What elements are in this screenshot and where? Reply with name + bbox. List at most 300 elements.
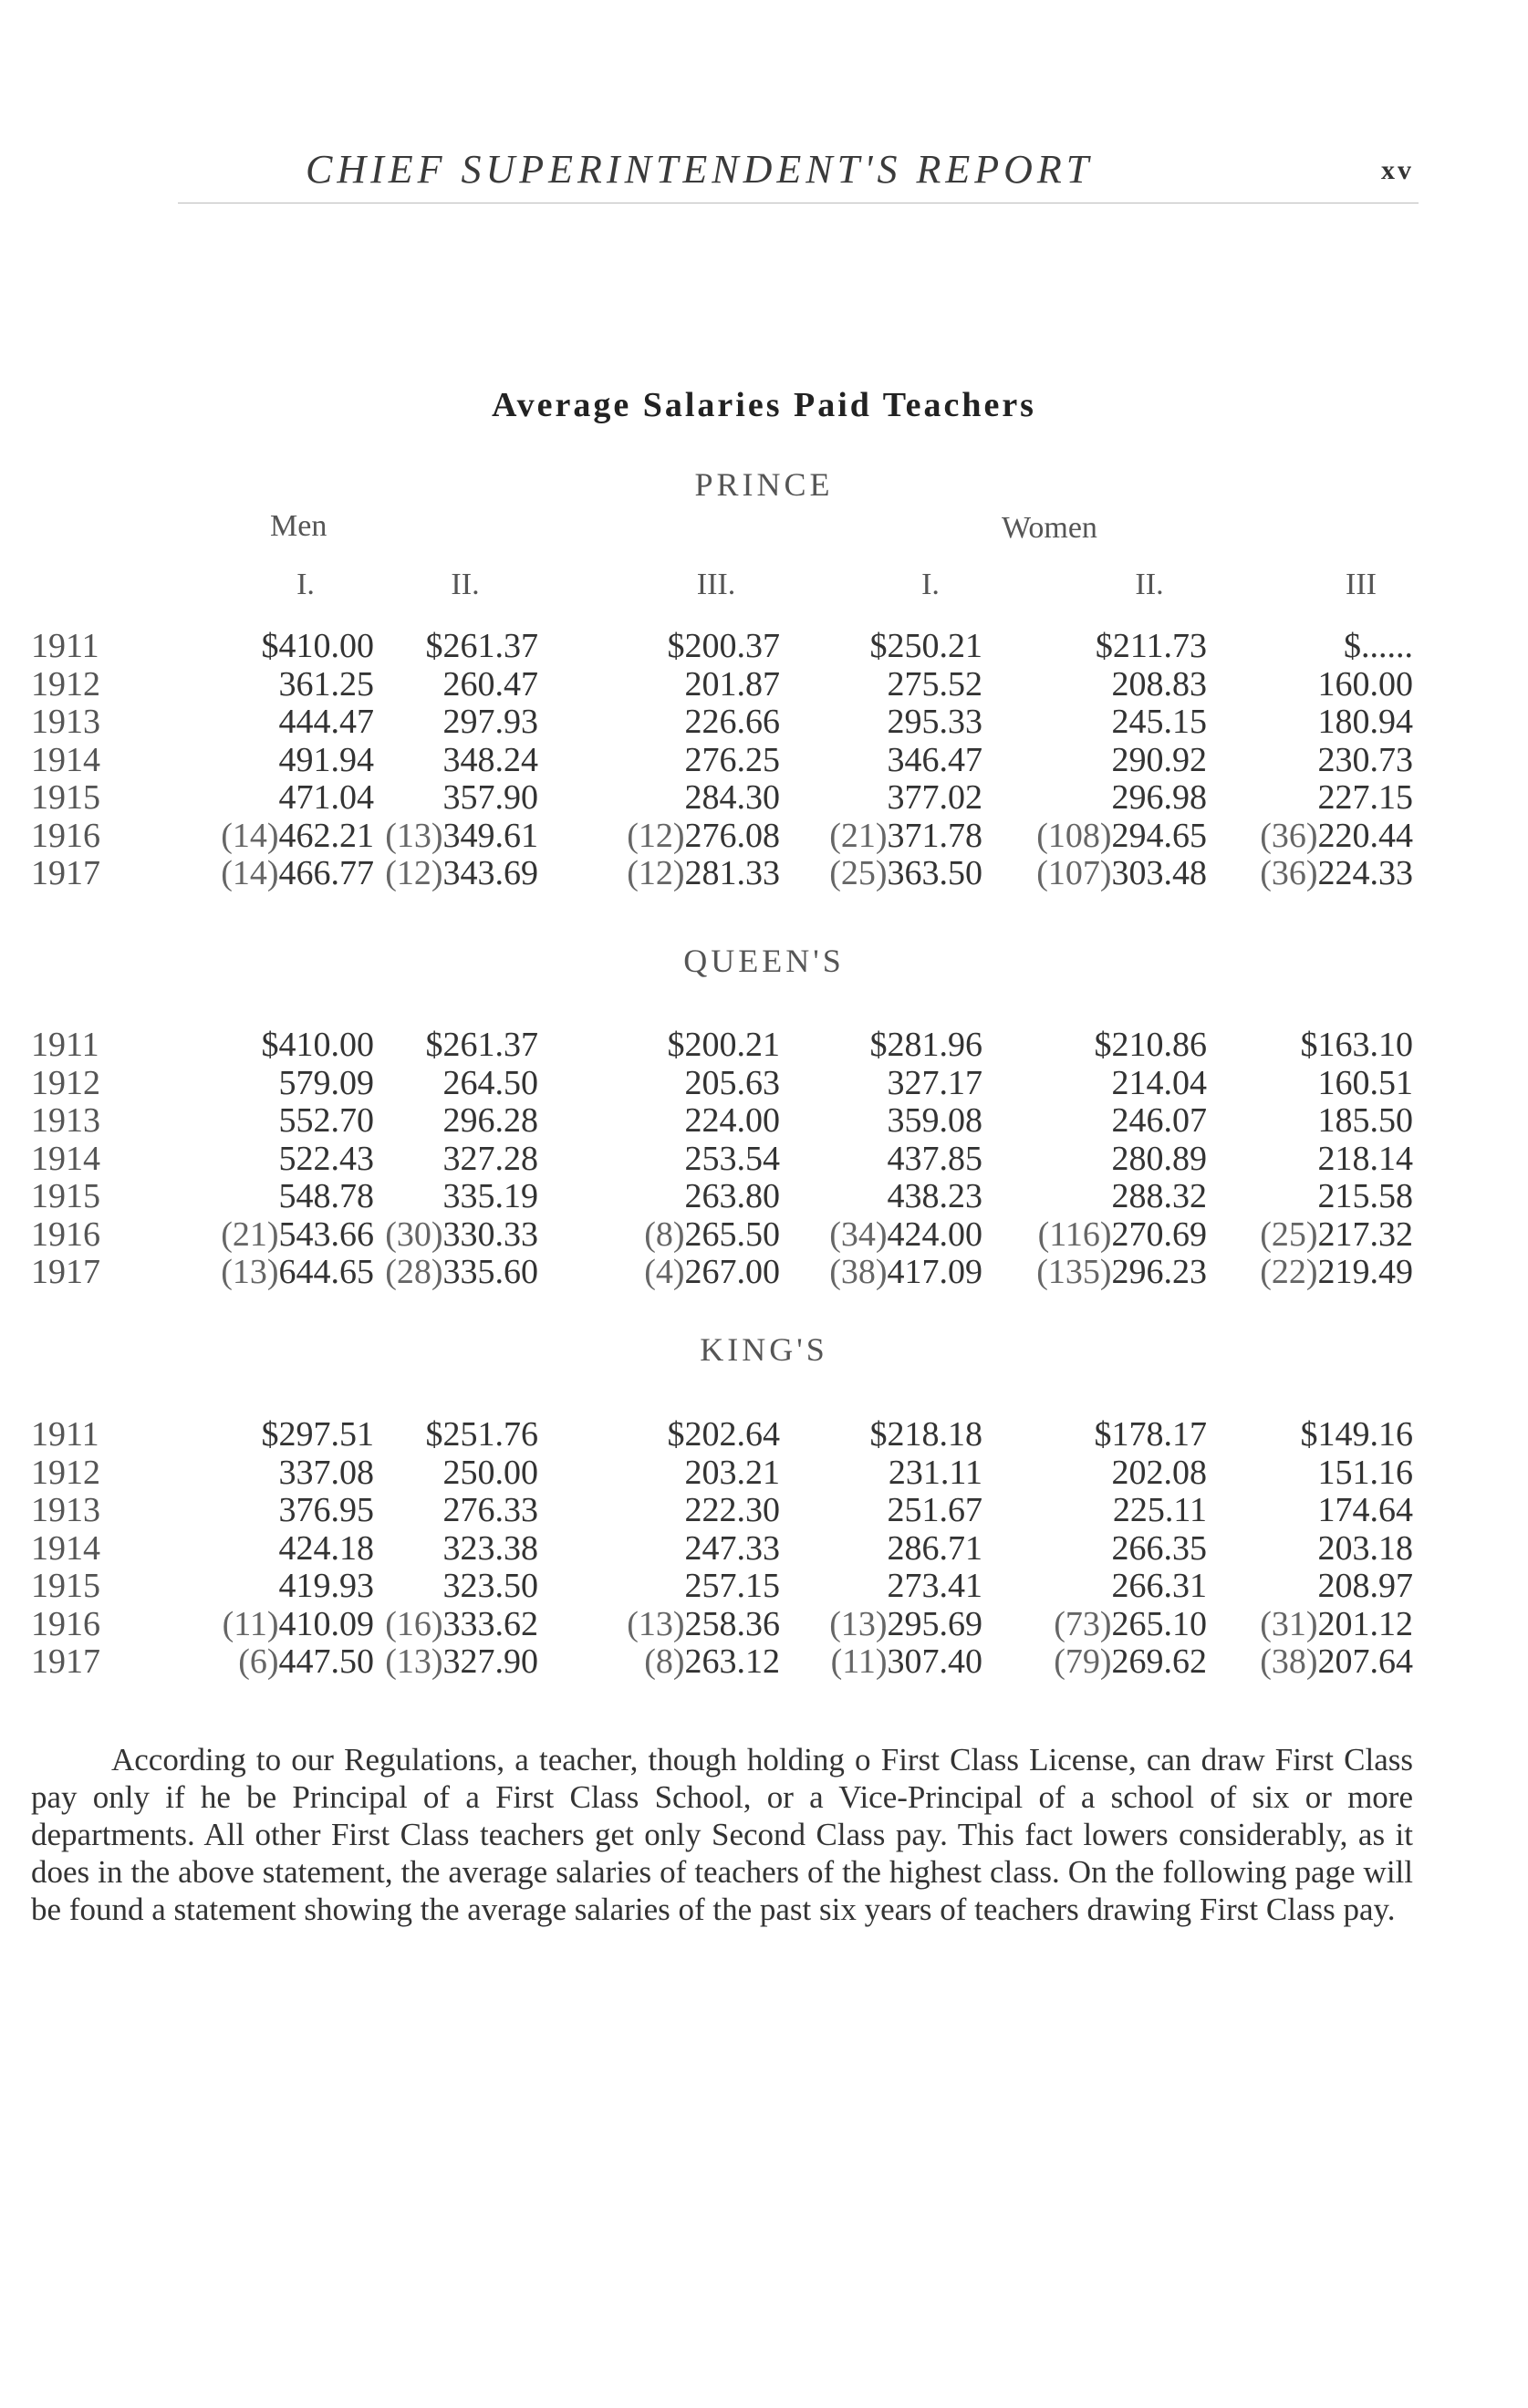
group-label-men: Men — [270, 509, 327, 543]
year-cell: 1917 — [31, 1253, 100, 1291]
salary-value: $261.37 — [425, 627, 538, 665]
salary-value: 208.97 — [1317, 1567, 1413, 1605]
year-cell: 1913 — [31, 1101, 100, 1140]
salary-cell — [262, 1025, 375, 1065]
salary-cell — [1112, 1176, 1208, 1216]
salary-cell — [443, 1176, 539, 1216]
column-header-men-1: I. — [296, 568, 315, 601]
teacher-count: (12) — [627, 854, 685, 892]
salary-value: 333.62 — [442, 1604, 538, 1643]
table-row — [0, 664, 1528, 703]
salary-cell — [1112, 1453, 1208, 1493]
year-cell: 1912 — [31, 1453, 100, 1492]
salary-value: 335.19 — [442, 1177, 538, 1215]
salary-cell — [443, 702, 539, 742]
salary-cell — [685, 1490, 781, 1530]
salary-value: 267.00 — [684, 1253, 780, 1291]
table-row — [0, 1176, 1528, 1214]
salary-cell — [443, 777, 539, 818]
salary-cell — [1112, 1139, 1208, 1179]
table-row — [0, 777, 1528, 816]
salary-cell — [1054, 1642, 1207, 1682]
year-cell: 1911 — [31, 1415, 99, 1454]
salary-cell — [1113, 1490, 1207, 1530]
salary-value: 214.04 — [1111, 1063, 1207, 1102]
salary-cell — [1318, 1063, 1414, 1103]
salary-value: 219.49 — [1317, 1253, 1413, 1291]
salary-cell — [888, 1063, 983, 1103]
salary-value: 471.04 — [278, 778, 374, 817]
salary-cell — [888, 1139, 983, 1179]
year-cell: 1915 — [31, 1567, 100, 1605]
salary-value: 160.00 — [1317, 664, 1413, 704]
salary-value: 552.70 — [278, 1101, 374, 1140]
salary-value: $211.73 — [1095, 627, 1207, 665]
salary-cell — [627, 853, 780, 893]
salary-value: 224.33 — [1317, 854, 1413, 892]
salary-cell — [889, 1453, 982, 1493]
salary-value: 246.07 — [1111, 1101, 1207, 1140]
salary-value: 348.24 — [442, 740, 538, 779]
salary-value: 417.09 — [887, 1253, 982, 1291]
salary-cell — [385, 1642, 538, 1682]
salary-value: $202.64 — [667, 1415, 780, 1454]
salary-value: 264.50 — [442, 1063, 538, 1102]
salary-cell — [888, 1490, 983, 1530]
salary-cell — [279, 1453, 375, 1493]
teacher-count: (14) — [221, 816, 279, 855]
salary-value: 260.47 — [442, 664, 538, 704]
salary-cell — [262, 1414, 375, 1454]
salary-value: $251.76 — [425, 1415, 538, 1454]
salary-cell — [627, 1604, 780, 1644]
salary-cell — [443, 740, 539, 780]
table-row — [0, 1490, 1528, 1528]
salary-cell — [685, 1139, 781, 1179]
salary-value: 201.87 — [684, 664, 780, 704]
salary-cell — [644, 1214, 780, 1255]
salary-cell — [279, 702, 375, 742]
salary-cell — [888, 1528, 983, 1569]
salary-cell — [221, 853, 374, 893]
table-row — [0, 1252, 1528, 1290]
salary-cell — [426, 626, 539, 666]
table-row — [0, 1025, 1528, 1063]
salary-value: 276.08 — [684, 816, 780, 855]
salary-cell — [888, 777, 983, 818]
salary-cell — [888, 1176, 983, 1216]
salary-cell — [685, 1063, 781, 1103]
salary-cell — [279, 740, 375, 780]
salary-cell — [1260, 1214, 1413, 1255]
salary-value: 224.00 — [684, 1101, 780, 1140]
salary-value: 447.50 — [278, 1642, 374, 1681]
salary-value: 275.52 — [887, 664, 982, 704]
salary-value: 343.69 — [442, 854, 538, 892]
salary-cell — [1318, 1139, 1414, 1179]
teacher-count: (38) — [829, 1253, 888, 1291]
salary-value: 579.09 — [278, 1063, 374, 1102]
salary-cell — [829, 853, 982, 893]
table-row — [0, 1642, 1528, 1680]
salary-value: 226.66 — [684, 703, 780, 741]
salary-value: 266.31 — [1111, 1567, 1207, 1605]
salary-cell — [1112, 1100, 1208, 1141]
teacher-count: (116) — [1037, 1214, 1112, 1254]
salary-value: 217.32 — [1317, 1214, 1413, 1254]
salary-cell — [1318, 740, 1414, 780]
salary-value: 548.78 — [278, 1177, 374, 1215]
salary-cell — [1054, 1604, 1207, 1644]
salary-cell — [223, 1604, 374, 1644]
salary-cell — [443, 1139, 539, 1179]
salary-cell — [238, 1642, 374, 1682]
teacher-count: (79) — [1054, 1642, 1112, 1681]
teacher-count: (21) — [221, 1214, 279, 1254]
salary-value: 225.11 — [1112, 1491, 1207, 1529]
teacher-count: (16) — [385, 1604, 443, 1643]
salary-value: 265.50 — [684, 1214, 780, 1254]
salary-cell — [279, 1490, 375, 1530]
teacher-count: (31) — [1260, 1604, 1318, 1643]
year-cell: 1913 — [31, 1491, 100, 1529]
table-row — [0, 1566, 1528, 1604]
column-header-women-1: I. — [921, 568, 940, 601]
running-title: CHIEF SUPERINTENDENT'S REPORT — [306, 147, 1094, 192]
teacher-count: (11) — [830, 1642, 888, 1681]
salary-value: 266.35 — [1111, 1528, 1207, 1568]
salary-value: 202.08 — [1111, 1453, 1207, 1492]
salary-cell — [668, 1025, 781, 1065]
salary-cell — [888, 702, 983, 742]
teacher-count: (25) — [829, 854, 888, 892]
salary-value: 174.64 — [1317, 1491, 1413, 1529]
salary-value: 276.33 — [442, 1491, 538, 1529]
table-row — [0, 1063, 1528, 1101]
salary-value: 466.77 — [278, 854, 374, 892]
salary-cell — [1112, 702, 1208, 742]
year-cell: 1915 — [31, 1177, 100, 1215]
salary-cell — [685, 1566, 781, 1606]
salary-cell — [1038, 1214, 1207, 1255]
salary-cell — [1260, 816, 1413, 856]
salary-cell — [1096, 626, 1207, 666]
table-row — [0, 1214, 1528, 1253]
salary-value: 349.61 — [442, 816, 538, 855]
salary-cell — [829, 1604, 982, 1644]
salary-cell — [1318, 1490, 1414, 1530]
salary-cell — [1112, 1063, 1208, 1103]
salary-cell — [1095, 1414, 1208, 1454]
salary-cell — [888, 740, 983, 780]
teacher-count: (6) — [238, 1642, 279, 1681]
salary-cell — [870, 1025, 983, 1065]
salary-cell — [1112, 777, 1208, 818]
salary-cell — [1318, 777, 1414, 818]
salary-cell — [831, 1642, 982, 1682]
salary-cell — [829, 1252, 982, 1292]
salary-value: 437.85 — [887, 1139, 982, 1178]
section-title-kings: KING'S — [700, 1331, 828, 1368]
teacher-count: (73) — [1054, 1604, 1112, 1643]
salary-value: 160.51 — [1317, 1063, 1413, 1102]
salary-cell — [870, 626, 983, 666]
salary-value: 296.28 — [442, 1101, 538, 1140]
salary-value: 327.17 — [887, 1063, 982, 1102]
teacher-count: (36) — [1260, 854, 1318, 892]
teacher-count: (13) — [385, 1642, 443, 1681]
salary-value: 253.54 — [684, 1139, 780, 1178]
salary-cell — [1318, 1453, 1414, 1493]
column-header-women-2: II. — [1135, 568, 1164, 601]
salary-value: 294.65 — [1111, 816, 1207, 855]
year-cell: 1916 — [31, 816, 100, 855]
salary-cell — [279, 1100, 375, 1141]
salary-value: 307.40 — [887, 1642, 982, 1681]
salary-value: $210.86 — [1094, 1026, 1207, 1064]
salary-value: 424.00 — [887, 1214, 982, 1254]
teacher-count: (13) — [221, 1253, 279, 1291]
section-title-queens: QUEEN'S — [683, 943, 845, 979]
salary-value: 522.43 — [278, 1139, 374, 1178]
teacher-count: (12) — [627, 816, 685, 855]
salary-value: 327.90 — [442, 1642, 538, 1681]
salary-value: 371.78 — [887, 816, 982, 855]
salary-value: 288.32 — [1111, 1177, 1207, 1215]
salary-value: $...... — [1344, 627, 1413, 665]
salary-value: 346.47 — [887, 740, 982, 779]
salary-value: $163.10 — [1300, 1026, 1413, 1064]
teacher-count: (135) — [1036, 1253, 1112, 1291]
teacher-count: (107) — [1036, 854, 1112, 892]
salary-cell — [279, 777, 375, 818]
table-title: Average Salaries Paid Teachers — [492, 386, 1036, 424]
salary-cell — [1112, 1566, 1208, 1606]
salary-value: 410.09 — [278, 1604, 374, 1643]
year-cell: 1916 — [31, 1214, 100, 1254]
teacher-count: (22) — [1260, 1253, 1318, 1291]
salary-cell — [644, 1642, 780, 1682]
year-cell: 1911 — [31, 1026, 99, 1064]
table-row — [0, 1604, 1528, 1642]
salary-value: 543.66 — [278, 1214, 374, 1254]
salary-cell — [221, 1252, 374, 1292]
salary-value: $297.51 — [261, 1415, 374, 1454]
year-cell: 1916 — [31, 1604, 100, 1643]
teacher-count: (38) — [1260, 1642, 1318, 1681]
salary-value: 151.16 — [1317, 1453, 1413, 1492]
salary-cell — [685, 664, 781, 704]
year-cell: 1915 — [31, 778, 100, 817]
salary-value: 377.02 — [887, 778, 982, 817]
salary-value: $410.00 — [261, 627, 374, 665]
running-head — [0, 146, 1528, 201]
salary-cell — [888, 1100, 983, 1141]
salary-cell — [1260, 1252, 1413, 1292]
salary-cell — [385, 816, 538, 856]
salary-cell — [426, 1025, 539, 1065]
year-cell: 1917 — [31, 854, 100, 892]
teacher-count: (14) — [221, 854, 279, 892]
table-row — [0, 1414, 1528, 1453]
salary-cell — [829, 1214, 982, 1255]
salary-value: $149.16 — [1300, 1415, 1413, 1454]
teacher-count: (8) — [644, 1642, 685, 1681]
teacher-count: (21) — [829, 816, 888, 855]
salary-value: 231.11 — [888, 1453, 982, 1492]
section-title-prince: PRINCE — [694, 466, 834, 503]
salary-value: 245.15 — [1111, 703, 1207, 741]
salary-cell — [443, 1528, 539, 1569]
salary-value: $200.21 — [667, 1026, 780, 1064]
salary-value: 359.08 — [887, 1101, 982, 1140]
salary-cell — [644, 1252, 780, 1292]
table-row — [0, 626, 1528, 664]
salary-cell — [1036, 853, 1207, 893]
salary-cell — [1036, 1252, 1207, 1292]
teacher-count: (12) — [385, 854, 443, 892]
teacher-count: (34) — [829, 1214, 888, 1254]
salary-cell — [279, 1566, 375, 1606]
salary-value: 330.33 — [442, 1214, 538, 1254]
teacher-count: (8) — [644, 1214, 685, 1254]
salary-cell — [888, 1566, 983, 1606]
salary-cell — [685, 702, 781, 742]
table-row — [0, 1453, 1528, 1491]
column-header-men-3: III. — [696, 568, 736, 601]
salary-cell — [443, 664, 539, 704]
salary-value: 247.33 — [684, 1528, 780, 1568]
salary-cell — [443, 1100, 539, 1141]
salary-cell — [279, 1176, 375, 1216]
salary-value: 207.64 — [1317, 1642, 1413, 1681]
salary-cell — [443, 1063, 539, 1103]
salary-value: 251.67 — [887, 1491, 982, 1529]
salary-cell — [870, 1414, 983, 1454]
salary-value: 357.90 — [442, 778, 538, 817]
salary-cell — [1112, 740, 1208, 780]
salary-cell — [385, 1252, 538, 1292]
salary-value: 257.15 — [684, 1567, 780, 1605]
salary-cell — [279, 664, 375, 704]
salary-value: 323.38 — [442, 1528, 538, 1568]
salary-value: 281.33 — [684, 854, 780, 892]
salary-value: 203.21 — [684, 1453, 780, 1492]
year-cell: 1911 — [31, 627, 99, 665]
salary-value: $200.37 — [667, 627, 780, 665]
salary-cell — [1260, 853, 1413, 893]
salary-cell — [627, 816, 780, 856]
teacher-count: (30) — [385, 1214, 443, 1254]
salary-cell — [1301, 1025, 1414, 1065]
salary-value: 220.44 — [1317, 816, 1413, 855]
table-row — [0, 702, 1528, 740]
salary-cell — [1318, 702, 1414, 742]
salary-value: 444.47 — [278, 703, 374, 741]
salary-cell — [221, 816, 374, 856]
salary-cell — [385, 1604, 538, 1644]
salary-value: $178.17 — [1094, 1415, 1207, 1454]
salary-cell — [279, 1063, 375, 1103]
salary-cell — [443, 1453, 539, 1493]
salary-value: 295.33 — [887, 703, 982, 741]
salary-value: 296.98 — [1111, 778, 1207, 817]
salary-cell — [829, 816, 982, 856]
salary-cell — [1112, 1528, 1208, 1569]
salary-cell — [385, 1214, 538, 1255]
salary-value: $250.21 — [869, 627, 982, 665]
salary-cell — [1112, 664, 1208, 704]
salary-cell — [888, 664, 983, 704]
teacher-count: (36) — [1260, 816, 1318, 855]
year-cell: 1914 — [31, 1139, 100, 1178]
salary-value: 419.93 — [278, 1567, 374, 1605]
table-row — [0, 1528, 1528, 1567]
salary-value: 263.80 — [684, 1177, 780, 1215]
salary-value: 270.69 — [1111, 1214, 1207, 1254]
table-row — [0, 1100, 1528, 1139]
salary-cell — [1318, 1176, 1414, 1216]
salary-value: 462.21 — [278, 816, 374, 855]
salary-value: $410.00 — [261, 1026, 374, 1064]
year-cell: 1912 — [31, 664, 100, 704]
salary-value: 201.12 — [1317, 1604, 1413, 1643]
teacher-count: (28) — [385, 1253, 443, 1291]
salary-value: 303.48 — [1111, 854, 1207, 892]
teacher-count: (13) — [829, 1604, 888, 1643]
salary-cell — [1318, 1100, 1414, 1141]
salary-cell — [685, 1176, 781, 1216]
salary-value: 438.23 — [887, 1177, 982, 1215]
salary-value: 265.10 — [1111, 1604, 1207, 1643]
teacher-count: (13) — [385, 816, 443, 855]
salary-cell — [443, 1566, 539, 1606]
salary-cell — [1318, 1528, 1414, 1569]
page-number: xv — [1381, 155, 1414, 185]
column-header-women-3: III — [1346, 568, 1377, 601]
salary-value: 269.62 — [1111, 1642, 1207, 1681]
salary-cell — [685, 740, 781, 780]
salary-value: $281.96 — [869, 1026, 982, 1064]
salary-value: 284.30 — [684, 778, 780, 817]
salary-value: 180.94 — [1317, 703, 1413, 741]
year-cell: 1914 — [31, 1528, 100, 1568]
salary-value: 297.93 — [442, 703, 538, 741]
salary-cell — [279, 1528, 375, 1569]
salary-value: 376.95 — [278, 1491, 374, 1529]
table-row — [0, 853, 1528, 891]
year-cell: 1914 — [31, 740, 100, 779]
salary-cell — [685, 1453, 781, 1493]
salary-cell — [1036, 816, 1207, 856]
salary-value: 276.25 — [684, 740, 780, 779]
year-cell: 1913 — [31, 703, 100, 741]
body-paragraph: According to our Regulations, a teacher, though holding o First Class License, can draw First Class pay only if he be Principal of a First Class School, or a Vice-Principal of a school of six or more departments. All other First Class teachers get only Second Class pay. This fact lowers considerably, as it does in the above statement, the average salaries of teachers of the highest class. On the following page will be found a statement showing the average salaries of the past six years of teachers drawing First Class pay. — [31, 1742, 1413, 1927]
salary-cell — [443, 1490, 539, 1530]
teacher-count: (4) — [644, 1253, 685, 1291]
salary-value: 258.36 — [684, 1604, 780, 1643]
salary-value: 644.65 — [278, 1253, 374, 1291]
salary-value: 227.15 — [1317, 778, 1413, 817]
salary-cell — [668, 626, 781, 666]
salary-value: 215.58 — [1317, 1177, 1413, 1215]
salary-value: 185.50 — [1317, 1101, 1413, 1140]
year-cell: 1917 — [31, 1642, 100, 1681]
salary-value: $261.37 — [425, 1026, 538, 1064]
salary-value: 280.89 — [1111, 1139, 1207, 1178]
salary-cell — [1318, 1566, 1414, 1606]
salary-cell — [1260, 1604, 1413, 1644]
